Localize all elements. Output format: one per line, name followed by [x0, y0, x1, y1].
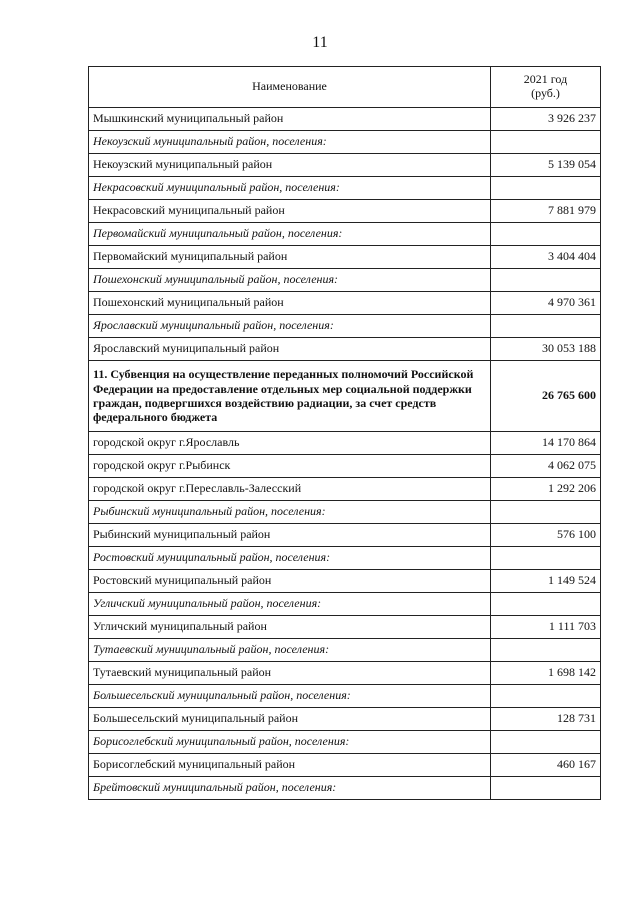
- row-value: 3 926 237: [491, 108, 601, 131]
- row-value: [491, 501, 601, 524]
- row-value: 30 053 188: [491, 338, 601, 361]
- row-value: 1 698 142: [491, 662, 601, 685]
- row-value: [491, 639, 601, 662]
- row-name: Мышкинский муниципальный район: [89, 108, 491, 131]
- table-row: [89, 131, 601, 154]
- table-row: [89, 662, 601, 685]
- table-row: [89, 777, 601, 800]
- row-name: Некрасовский муниципальный район: [89, 200, 491, 223]
- row-value: [491, 223, 601, 246]
- table-row: [89, 154, 601, 177]
- row-value: 4 062 075: [491, 455, 601, 478]
- row-value: [491, 547, 601, 570]
- row-name: Первомайский муниципальный район: [89, 246, 491, 269]
- row-value: [491, 731, 601, 754]
- row-name: Угличский муниципальный район, поселения:: [89, 593, 491, 616]
- table-header-row: [89, 67, 601, 108]
- table-row: [89, 524, 601, 547]
- row-value: 5 139 054: [491, 154, 601, 177]
- row-name: Ростовский муниципальный район: [89, 570, 491, 593]
- header-year: [491, 67, 601, 108]
- row-name: Угличский муниципальный район: [89, 616, 491, 639]
- table-row: [89, 570, 601, 593]
- table-row: [89, 754, 601, 777]
- table-row: [89, 639, 601, 662]
- row-value: [491, 315, 601, 338]
- row-name: городской округ г.Рыбинск: [89, 455, 491, 478]
- row-name: городской округ г.Переславль-Залесский: [89, 478, 491, 501]
- table-row: [89, 593, 601, 616]
- table-row: [89, 338, 601, 361]
- table-row: [89, 547, 601, 570]
- table-row: [89, 616, 601, 639]
- row-name: Борисоглебский муниципальный район, поселения:: [89, 731, 491, 754]
- row-value: 7 881 979: [491, 200, 601, 223]
- table-row: [89, 685, 601, 708]
- budget-table: [88, 66, 601, 800]
- row-name: Брейтовский муниципальный район, поселения:: [89, 777, 491, 800]
- row-name: Ярославский муниципальный район: [89, 338, 491, 361]
- row-name: Некрасовский муниципальный район, поселения:: [89, 177, 491, 200]
- table-row: [89, 315, 601, 338]
- row-value: [491, 131, 601, 154]
- section-title: 11. Субвенция на осуществление переданных полномочий Российской Федерации на предоставление отдельных мер социальной поддержки граждан, подвергшихся воздействию радиации, за счет средств федерального бюджета: [89, 361, 491, 432]
- row-value: 1 111 703: [491, 616, 601, 639]
- row-name: Ростовский муниципальный район, поселения:: [89, 547, 491, 570]
- row-name: Первомайский муниципальный район, поселения:: [89, 223, 491, 246]
- header-name: Наименование: [89, 67, 491, 108]
- table-row: [89, 200, 601, 223]
- row-value: [491, 685, 601, 708]
- section-row: [89, 361, 601, 432]
- table-row: [89, 501, 601, 524]
- row-value: 460 167: [491, 754, 601, 777]
- section-total: 26 765 600: [491, 361, 601, 432]
- table-row: [89, 731, 601, 754]
- row-name: Ярославский муниципальный район, поселения:: [89, 315, 491, 338]
- table-row: [89, 455, 601, 478]
- row-name: Большесельский муниципальный район, поселения:: [89, 685, 491, 708]
- row-name: Борисоглебский муниципальный район: [89, 754, 491, 777]
- row-name: Тутаевский муниципальный район: [89, 662, 491, 685]
- row-value: 1 292 206: [491, 478, 601, 501]
- row-value: 1 149 524: [491, 570, 601, 593]
- row-value: 4 970 361: [491, 292, 601, 315]
- table-row: [89, 108, 601, 131]
- table-row: [89, 432, 601, 455]
- page-number: 11: [312, 34, 328, 51]
- row-name: городской округ г.Ярославль: [89, 432, 491, 455]
- row-value: 14 170 864: [491, 432, 601, 455]
- row-name: Рыбинский муниципальный район, поселения:: [89, 501, 491, 524]
- row-value: [491, 177, 601, 200]
- row-name: Пошехонский муниципальный район: [89, 292, 491, 315]
- row-value: 576 100: [491, 524, 601, 547]
- row-name: Тутаевский муниципальный район, поселения:: [89, 639, 491, 662]
- row-name: Рыбинский муниципальный район: [89, 524, 491, 547]
- row-name: Некоузский муниципальный район: [89, 154, 491, 177]
- table-row: [89, 708, 601, 731]
- row-name: Некоузский муниципальный район, поселения:: [89, 131, 491, 154]
- row-value: [491, 269, 601, 292]
- table-row: [89, 269, 601, 292]
- header-year-line2: (руб.): [531, 86, 560, 100]
- row-value: [491, 593, 601, 616]
- table-row: [89, 223, 601, 246]
- row-name: Большесельский муниципальный район: [89, 708, 491, 731]
- row-value: 3 404 404: [491, 246, 601, 269]
- table-row: [89, 177, 601, 200]
- header-year-line1: 2021 год: [523, 72, 568, 87]
- row-value: [491, 777, 601, 800]
- table-row: [89, 246, 601, 269]
- table-row: [89, 478, 601, 501]
- row-name: Пошехонский муниципальный район, поселения:: [89, 269, 491, 292]
- table-row: [89, 292, 601, 315]
- row-value: 128 731: [491, 708, 601, 731]
